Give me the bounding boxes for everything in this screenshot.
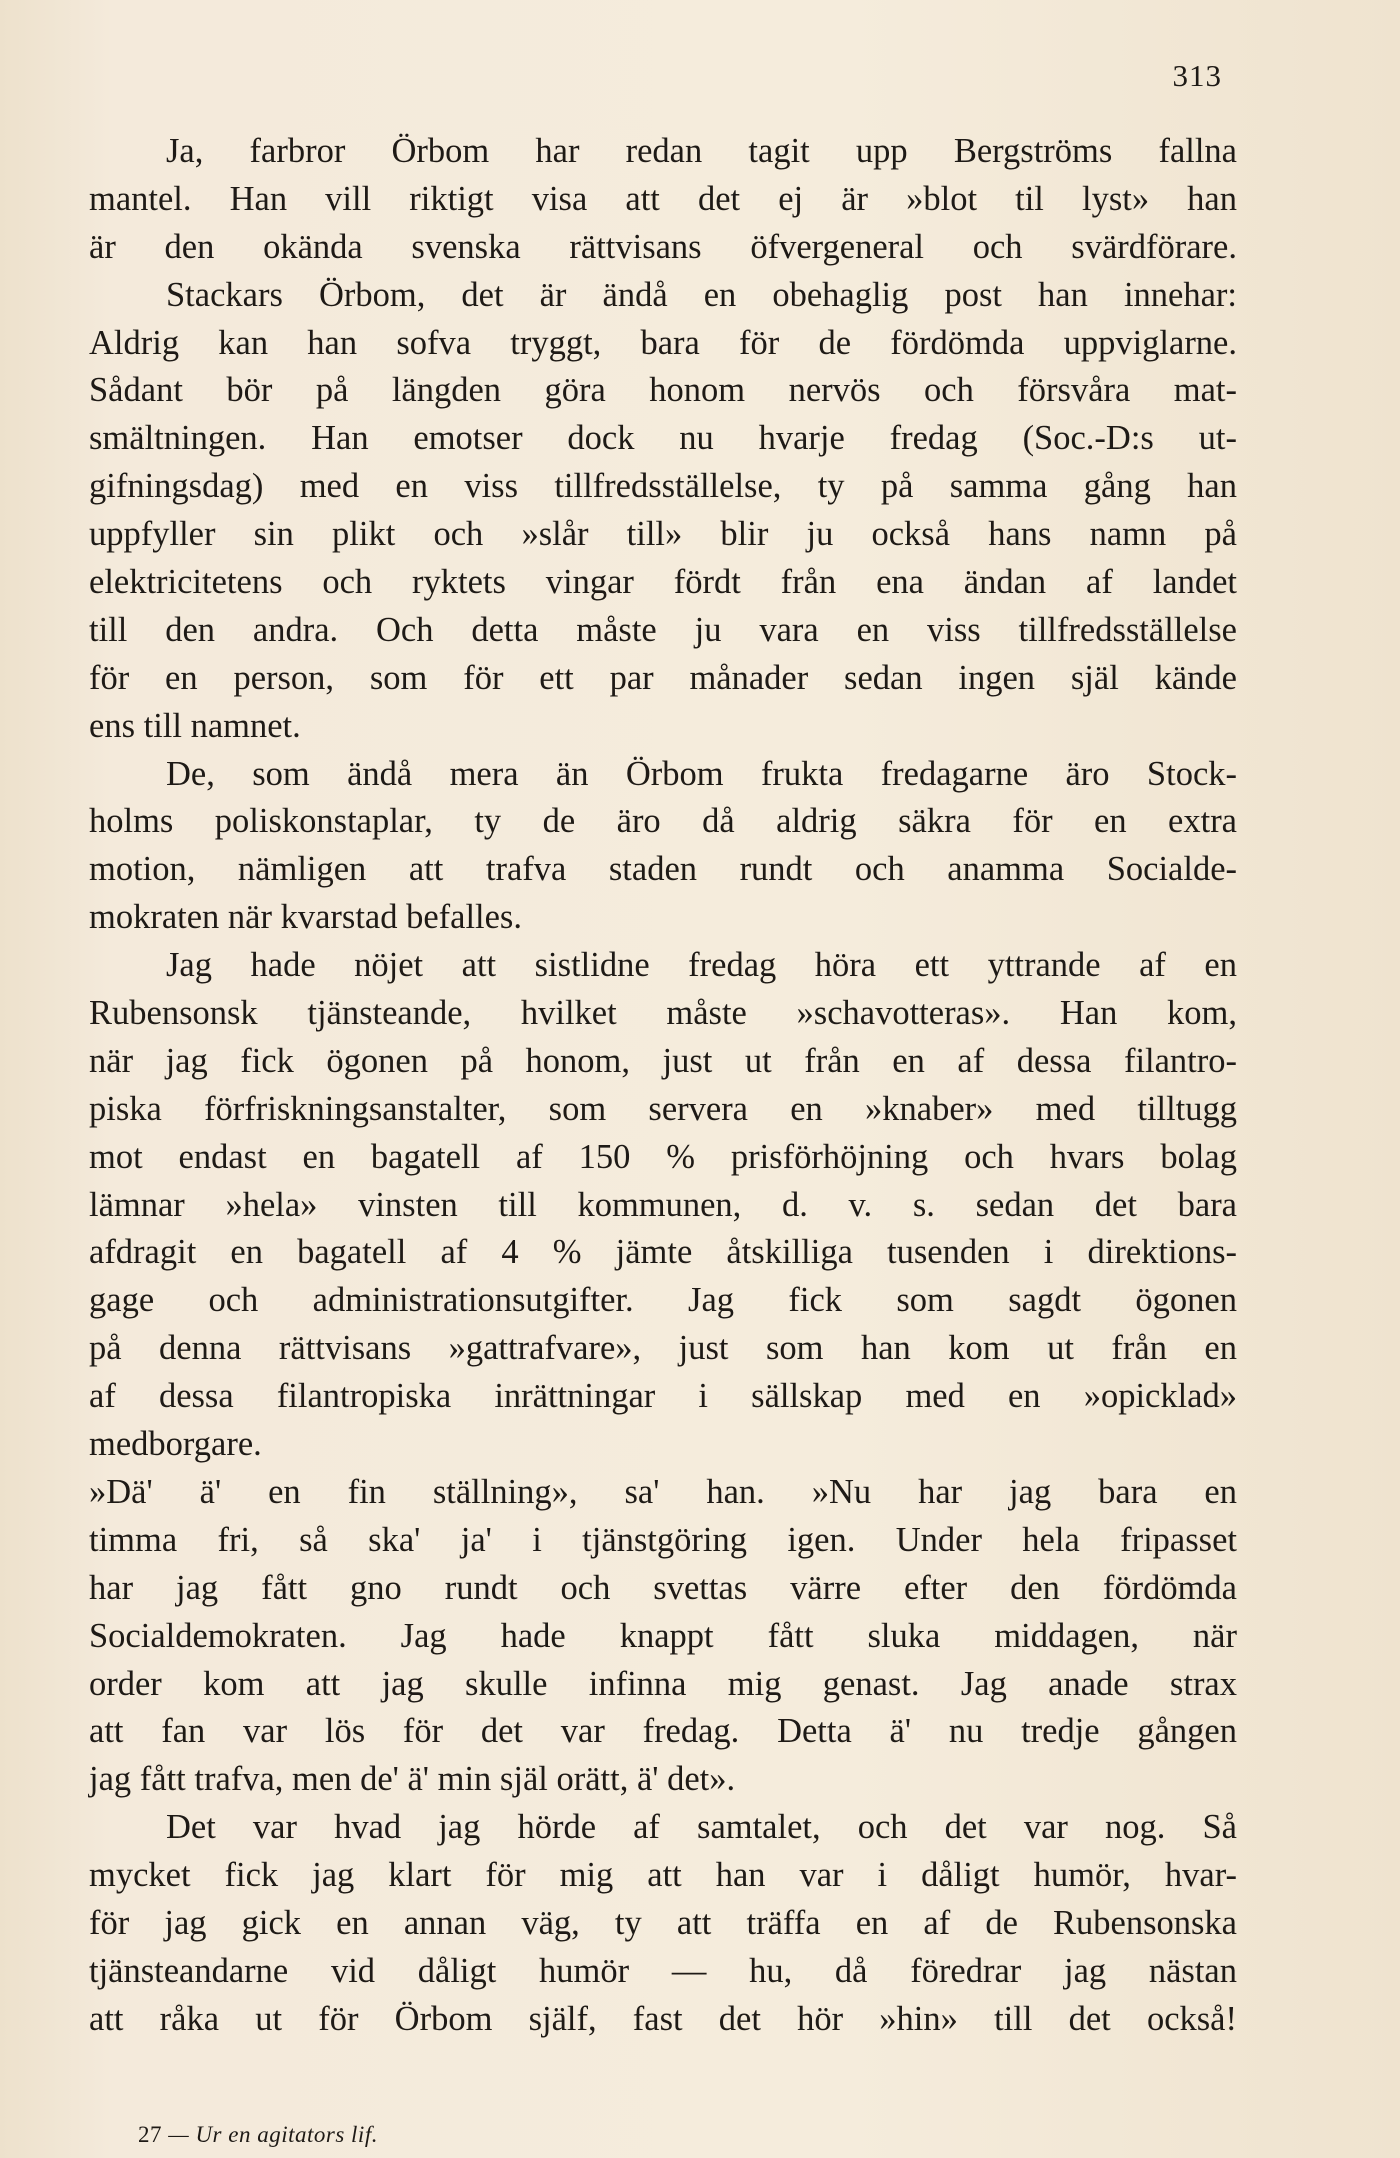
text-line: Rubensonsk tjänsteande, hvilket måste »schavotteras». Han kom, bbox=[89, 994, 1237, 1033]
text-line: ens till namnet. bbox=[89, 706, 301, 745]
text-line: Socialdemokraten. Jag hade knappt fått sluka middagen, när bbox=[89, 1616, 1237, 1655]
text-line: timma fri, så ska' ja' i tjänstgöring igen. Under hela fripasset bbox=[89, 1520, 1237, 1559]
text-line: »Dä' ä' en fin ställning», sa' han. »Nu har jag bara en bbox=[89, 1472, 1237, 1511]
signature-mark bbox=[138, 2122, 378, 2148]
text-line: afdragit en bagatell af 4 % jämte åtskilliga tusenden i direktions- bbox=[89, 1233, 1237, 1272]
text-line: att råka ut för Örbom själf, fast det hör »hin» till det också! bbox=[89, 1999, 1237, 2038]
signature-title: — Ur en agitators lif. bbox=[168, 2122, 378, 2147]
text-line: till den andra. Och detta måste ju vara en viss tillfredsställelse bbox=[89, 610, 1237, 649]
text-line: när jag fick ögonen på honom, just ut från en af dessa filantro- bbox=[89, 1041, 1237, 1080]
text-line: för jag gick en annan väg, ty att träffa en af de Rubensonska bbox=[89, 1903, 1237, 1942]
text-line: holms poliskonstaplar, ty de äro då aldrig säkra för en extra bbox=[89, 802, 1237, 841]
text-line: Det var hvad jag hörde af samtalet, och det var nog. Så bbox=[166, 1808, 1237, 1847]
text-line: har jag fått gno rundt och svettas värre efter den fördömda bbox=[89, 1568, 1237, 1607]
text-line: Sådant bör på längden göra honom nervös och försvåra mat- bbox=[89, 371, 1237, 410]
text-line: Ja, farbror Örbom har redan tagit upp Bergströms fallna bbox=[166, 132, 1237, 170]
text-line: order kom att jag skulle infinna mig genast. Jag anade strax bbox=[89, 1664, 1237, 1703]
text-line: tjänsteandarne vid dåligt humör — hu, då föredrar jag nästan bbox=[89, 1951, 1237, 1990]
text-line: uppfyller sin plikt och »slår till» blir ju också hans namn på bbox=[89, 515, 1237, 554]
text-line: smältningen. Han emotser dock nu hvarje fredag (Soc.-D:s ut- bbox=[89, 419, 1237, 458]
text-line: jag fått trafva, men de' ä' min själ orätt, ä' det». bbox=[89, 1760, 736, 1799]
page-number: 313 bbox=[1172, 58, 1222, 93]
signature-number: 27 bbox=[138, 2122, 162, 2147]
text-line: mantel. Han vill riktigt visa att det ej är »blot til lyst» han bbox=[89, 179, 1237, 218]
text-line: Jag hade nöjet att sistlidne fredag höra ett yttrande af en bbox=[166, 946, 1237, 985]
text-line: att fan var lös för det var fredag. Detta ä' nu tredje gången bbox=[89, 1712, 1237, 1751]
body-text bbox=[89, 128, 1237, 2044]
text-line: på denna rättvisans »gattrafvare», just som han kom ut från en bbox=[89, 1329, 1237, 1368]
text-line: mycket fick jag klart för mig att han var i dåligt humör, hvar- bbox=[89, 1856, 1237, 1895]
text-line: motion, nämligen att trafva staden rundt och anamma Socialde- bbox=[89, 850, 1237, 889]
text-line: De, som ändå mera än Örbom frukta fredagarne äro Stock- bbox=[166, 754, 1237, 793]
text-line: mokraten när kvarstad befalles. bbox=[89, 898, 522, 937]
text-line: Aldrig kan han sofva tryggt, bara för de fördömda uppviglarne. bbox=[89, 323, 1237, 362]
text-line: elektricitetens och ryktets vingar fördt från ena ändan af landet bbox=[89, 563, 1237, 602]
text-line: gifningsdag) med en viss tillfredsställelse, ty på samma gång han bbox=[89, 467, 1237, 506]
text-line: piska förfriskningsanstalter, som servera en »knaber» med tilltugg bbox=[89, 1089, 1237, 1128]
text-line: gage och administrationsutgifter. Jag fick som sagdt ögonen bbox=[89, 1281, 1237, 1320]
text-line: för en person, som för ett par månader sedan ingen själ kände bbox=[89, 658, 1237, 697]
text-line: lämnar »hela» vinsten till kommunen, d. v. s. sedan det bara bbox=[89, 1185, 1237, 1224]
text-line: Stackars Örbom, det är ändå en obehaglig post han innehar: bbox=[166, 275, 1237, 314]
text-line: mot endast en bagatell af 150 % prisförhöjning och hvars bolag bbox=[89, 1137, 1237, 1176]
text-line: af dessa filantropiska inrättningar i sällskap med en »opicklad» bbox=[89, 1377, 1237, 1416]
text-line: medborgare. bbox=[89, 1425, 262, 1464]
text-line: är den okända svenska rättvisans öfvergeneral och svärdförare. bbox=[89, 227, 1237, 266]
